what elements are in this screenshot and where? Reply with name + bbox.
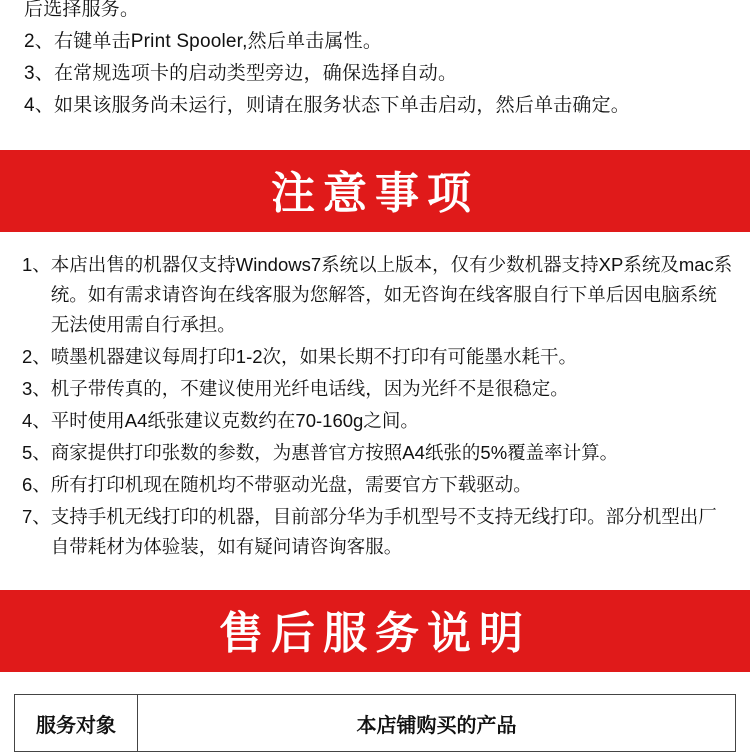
note-number: 5、	[22, 442, 51, 463]
after-sale-table	[14, 694, 736, 752]
list-item	[22, 374, 734, 404]
table-row	[15, 695, 736, 752]
note-number: 4、	[22, 410, 51, 431]
note-number: 3、	[22, 378, 51, 399]
note-text: 喷墨机器建议每周打印1-2次，如果长期不打印有可能墨水耗干。	[50, 346, 578, 367]
note-text: 所有打印机现在随机均不带驱动光盘，需要官方下载驱动。	[50, 474, 532, 495]
note-text: 机子带传真的，不建议使用光纤电话线，因为光纤不是很稳定。	[50, 378, 569, 399]
note-text: 本店出售的机器仅支持Windows7系统以上版本，仅有少数机器支持XP系统及mac系统。如有需求请咨询在线客服为您解答，如无咨询在线客服自行下单后因电脑系统无法使用需自行承担。	[50, 254, 733, 335]
spacer	[0, 564, 750, 590]
note-text: 支持手机无线打印的机器，目前部分华为手机型号不支持无线打印。部分机型出厂自带耗材为体验装，如有疑问请咨询客服。	[50, 506, 717, 557]
notes-banner-title: 注意事项	[271, 169, 479, 218]
steps-section	[0, 0, 750, 122]
note-number: 7、	[22, 506, 51, 527]
list-item	[22, 502, 734, 562]
note-text: 商家提供打印张数的参数，为惠普官方按照A4纸张的5%覆盖率计算。	[50, 442, 619, 463]
table-cell-value: 本店铺购买的产品	[138, 695, 736, 752]
list-item	[22, 438, 734, 468]
note-number: 1、	[22, 254, 51, 275]
after-sale-banner-title: 售后服务说明	[219, 609, 531, 658]
spacer	[0, 122, 750, 150]
list-item	[22, 470, 734, 500]
notes-list	[0, 232, 750, 562]
after-sale-banner	[0, 590, 750, 672]
table-cell-label: 服务对象	[15, 695, 138, 752]
spacer	[0, 672, 750, 694]
step-clipped-line: 后选择服务。	[24, 0, 140, 20]
after-sale-table-wrap	[0, 694, 750, 752]
list-item	[22, 250, 734, 340]
list-item	[22, 406, 734, 436]
step-line: 2、右键单击Print Spooler,然后单击属性。	[24, 31, 383, 52]
step-line: 4、如果该服务尚未运行，则请在服务状态下单击启动，然后单击确定。	[24, 95, 630, 116]
notes-banner	[0, 150, 750, 232]
note-number: 2、	[22, 346, 51, 367]
step-line: 3、在常规选项卡的启动类型旁边，确保选择自动。	[24, 63, 458, 84]
note-text: 平时使用A4纸张建议克数约在70-160g之间。	[50, 410, 419, 431]
note-number: 6、	[22, 474, 51, 495]
list-item	[22, 342, 734, 372]
